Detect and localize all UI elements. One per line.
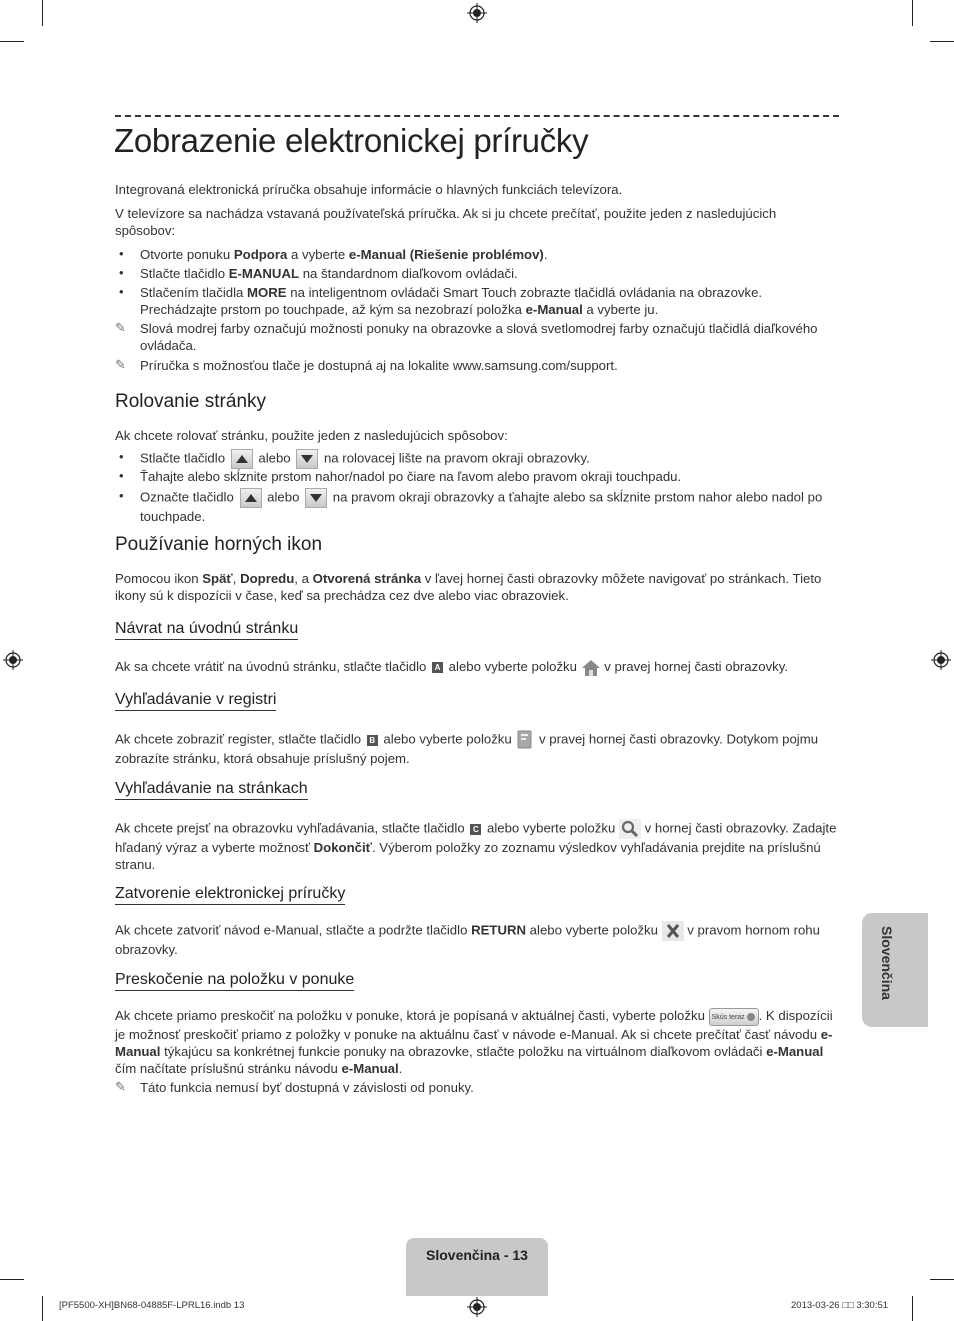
scroll-down-icon [305, 488, 327, 508]
search-icon [619, 819, 641, 839]
footer-file-info: [PF5500-XH]BN68-04885F-LPRL16.indb 13 [59, 1300, 245, 1311]
scroll-up-icon [231, 449, 253, 469]
bullet-marker: • [119, 449, 124, 464]
crop-mark [930, 41, 954, 42]
note-text: Táto funkcia nemusí byť dostupná v závislosti od ponuky. [140, 1080, 474, 1095]
crop-mark [0, 41, 24, 42]
list-item: Ťahajte alebo skĺznite prstom nahor/nadol po čiare na ľavom alebo pravom okraji touchpadu. [140, 469, 682, 484]
intro-paragraph: V televízore sa nachádza vstavaná používateľská príručka. Ak si ju chcete prečítať, použite jeden z nasledujúcich spôsobov: [115, 206, 777, 238]
scroll-down-icon [296, 449, 318, 469]
subsection-heading: Zatvorenie elektronickej príručky [115, 885, 345, 905]
intro-paragraph: Integrovaná elektronická príručka obsahuje informácie o hlavných funkciách televízora. [115, 182, 623, 197]
note-pencil-icon: ✎ [115, 320, 126, 335]
bullet-marker: • [119, 468, 124, 483]
home-icon [581, 659, 601, 677]
language-side-tab-label: Slovenčina [879, 926, 895, 1000]
note-pencil-icon: ✎ [115, 1079, 126, 1094]
subsection-paragraph: Ak sa chcete vrátiť na úvodnú stránku, stlačte tlačidlo A alebo vyberte položku v pravej hornej časti obrazovky. [115, 658, 839, 677]
index-icon [515, 730, 535, 750]
list-item: Otvorte ponuku Podpora a vyberte e-Manual (Riešenie problémov). [140, 247, 548, 262]
bullet-marker: • [119, 284, 124, 299]
subsection-heading: Preskočenie na položku v ponuke [115, 971, 354, 991]
subsection-heading: Vyhľadávanie v registri [115, 691, 276, 711]
page-title: Zobrazenie elektronickej príručky [114, 122, 589, 159]
note-text: Slová modrej farby označujú možnosti ponuky na obrazovke a slová svetlomodrej farby označujú tlačidlá diaľkového ovládača. [140, 321, 818, 353]
subsection-paragraph: Ak chcete zobraziť register, stlačte tlačidlo B alebo vyberte položku v pravej hornej časti obrazovky. Dotykom pojmu zobrazíte stránku, ktorá obsahuje príslušný pojem. [115, 731, 819, 766]
crop-mark [912, 0, 913, 26]
list-item: Stlačte tlačidlo E-MANUAL na štandardnom diaľkovom ovládači. [140, 266, 518, 281]
subsection-paragraph: Ak chcete prejsť na obrazovku vyhľadávania, stlačte tlačidlo C alebo vyberte položku v hornej časti obrazovky. Zadajte hľadaný výraz a vyberte možnosť Dokončiť. Výberom položky zo zoznamu výsledkov vyhľadávania prejdite na príslušnú stranu. [115, 820, 837, 872]
note-text: Príručka s možnosťou tlače je dostupná aj na lokalite www.samsung.com/support. [140, 358, 618, 373]
subsection-paragraph: Ak chcete priamo preskočiť na položku v ponuke, ktorá je popísaná v aktuálnej časti, vyberte položku Skús teraz . K dispozícii je možnosť preskočiť priamo z položky v ponuke na aktuálnu časť v návode e-Manual. Ak si chcete prečítať časť návodu e-Manual týkajúcu sa konkrétnej funkcie ponuky na obrazovke, stlačte položku na virtuálnom diaľkovom ovládači e-Manual čím načítate príslušnú stránku návodu e-Manual. [115, 1008, 833, 1076]
subsection-paragraph: Ak chcete zatvoriť návod e-Manual, stlačte a podržte tlačidlo RETURN alebo vyberte položku v pravom hornom rohu obrazovky. [115, 922, 820, 957]
crop-mark [42, 0, 43, 26]
crop-mark [930, 1279, 954, 1280]
try-now-button: Skús teraz [709, 1008, 759, 1026]
bullet-marker: • [119, 246, 124, 261]
registration-mark-icon [3, 650, 23, 670]
registration-mark-icon [467, 1297, 487, 1317]
registration-mark-icon [931, 650, 951, 670]
section-paragraph: Ak chcete rolovať stránku, použite jeden z nasledujúcich spôsobov: [115, 428, 508, 443]
list-item: Označte tlačidlo alebo na pravom okraji obrazovky a ťahajte alebo sa skĺznite prstom nahor alebo nadol po touchpade. [140, 489, 823, 524]
section-heading: Používanie horných ikon [115, 534, 323, 555]
scroll-up-icon [240, 488, 262, 508]
title-dotted-rule [115, 115, 839, 117]
key-a-icon: A [432, 662, 443, 673]
section-paragraph: Pomocou ikon Späť, Dopredu, a Otvorená stránka v ľavej hornej časti obrazovky môžete navigovať po stránkach. Tieto ikony sú k dispozícii v čase, keď sa prechádza cez dve alebo viac obrazoviek. [115, 571, 822, 603]
crop-mark [42, 1296, 43, 1321]
page-number: Slovenčina - 13 [426, 1247, 528, 1263]
bullet-marker: • [119, 488, 124, 503]
close-icon [662, 921, 684, 941]
list-item: Stlačte tlačidlo alebo na rolovacej lište na pravom okraji obrazovky. [140, 449, 840, 469]
section-heading: Rolovanie stránky [115, 391, 267, 412]
key-c-icon: C [470, 824, 481, 835]
crop-mark [912, 1296, 913, 1321]
list-item: Stlačením tlačidla MORE na inteligentnom ovládači Smart Touch zobrazte tlačidlá ovládania na obrazovke. Prechádzajte prstom po touchpade, až kým sa nezobrazí položka e-Manual a vyberte ju. [140, 285, 763, 317]
footer-timestamp: 2013-03-26 □□ 3:30:51 [791, 1300, 889, 1311]
language-side-tab [862, 913, 928, 1027]
note-pencil-icon: ✎ [115, 357, 126, 372]
subsection-heading: Vyhľadávanie na stránkach [115, 780, 308, 800]
key-b-icon: B [367, 735, 378, 746]
bullet-marker: • [119, 265, 124, 280]
subsection-heading: Návrat na úvodnú stránku [115, 620, 298, 640]
registration-mark-icon [467, 3, 487, 23]
crop-mark [0, 1279, 24, 1280]
